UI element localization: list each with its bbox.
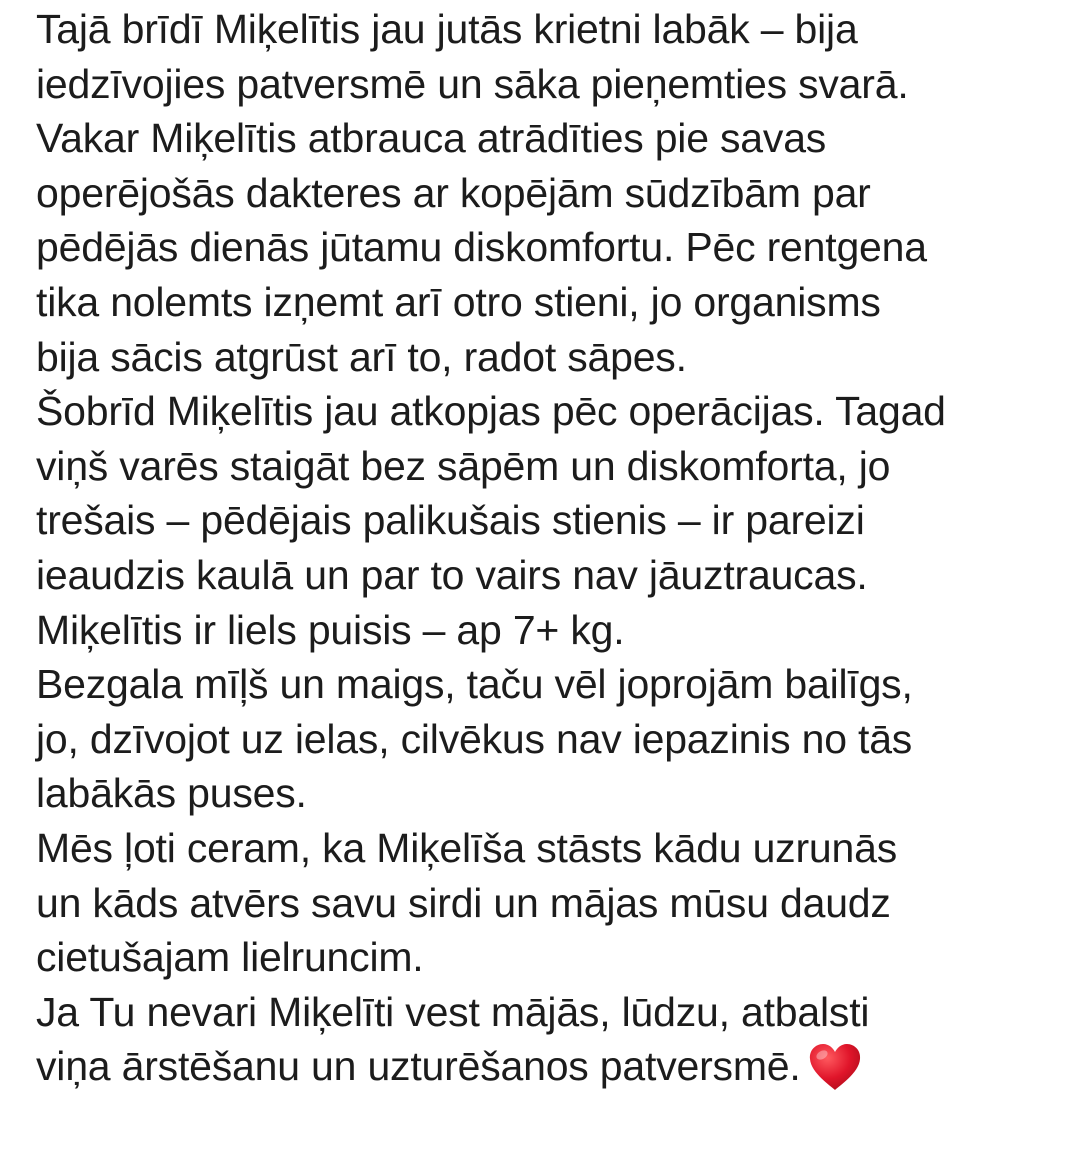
text-line: operējošās dakteres ar kopējām sūdzībām par	[36, 169, 871, 216]
text-line-last	[36, 1039, 1066, 1094]
text-line: Mēs ļoti ceram, ka Miķelīša stāsts kādu uzrunās	[36, 824, 898, 871]
post-text	[36, 2, 1066, 1094]
text-line: cietušajam lielruncim.	[36, 934, 424, 981]
text-line: Vakar Miķelītis atbrauca atrādīties pie savas	[36, 115, 827, 162]
text-line: Bezgala mīļš un maigs, taču vēl joprojām bailīgs,	[36, 661, 913, 708]
text-line: iedzīvojies patversmē un sāka pieņemties svarā.	[36, 60, 909, 107]
text-line: trešais – pēdējais palikušais stienis – ir pareizi	[36, 497, 865, 544]
text-line: Ja Tu nevari Miķelīti vest mājās, lūdzu, atbalsti	[36, 988, 870, 1035]
text-line: tika nolemts izņemt arī otro stieni, jo organisms	[36, 278, 881, 325]
text-line: jo, dzīvojot uz ielas, cilvēkus nav iepazinis no tās	[36, 715, 913, 762]
text-line: Miķelītis ir liels puisis – ap 7+ kg.	[36, 606, 625, 653]
text-line: ieaudzis kaulā un par to vairs nav jāuztraucas.	[36, 551, 868, 598]
text-line: bija sācis atgrūst arī to, radot sāpes.	[36, 333, 687, 380]
text-line: Šobrīd Miķelītis jau atkopjas pēc operācijas. Tagad	[36, 388, 946, 435]
text-line: pēdējās dienās jūtamu diskomfortu. Pēc rentgena	[36, 224, 927, 271]
text-line: un kāds atvērs savu sirdi un mājas mūsu daudz	[36, 879, 891, 926]
text-line: viņa ārstēšanu un uzturēšanos patversmē.	[36, 1043, 801, 1090]
text-line: Tajā brīdī Miķelītis jau jutās krietni labāk – bija	[36, 6, 858, 52]
text-line: labākās puses.	[36, 770, 307, 817]
text-line: viņš varēs staigāt bez sāpēm un diskomforta, jo	[36, 442, 891, 489]
red-heart-icon	[807, 1042, 863, 1092]
